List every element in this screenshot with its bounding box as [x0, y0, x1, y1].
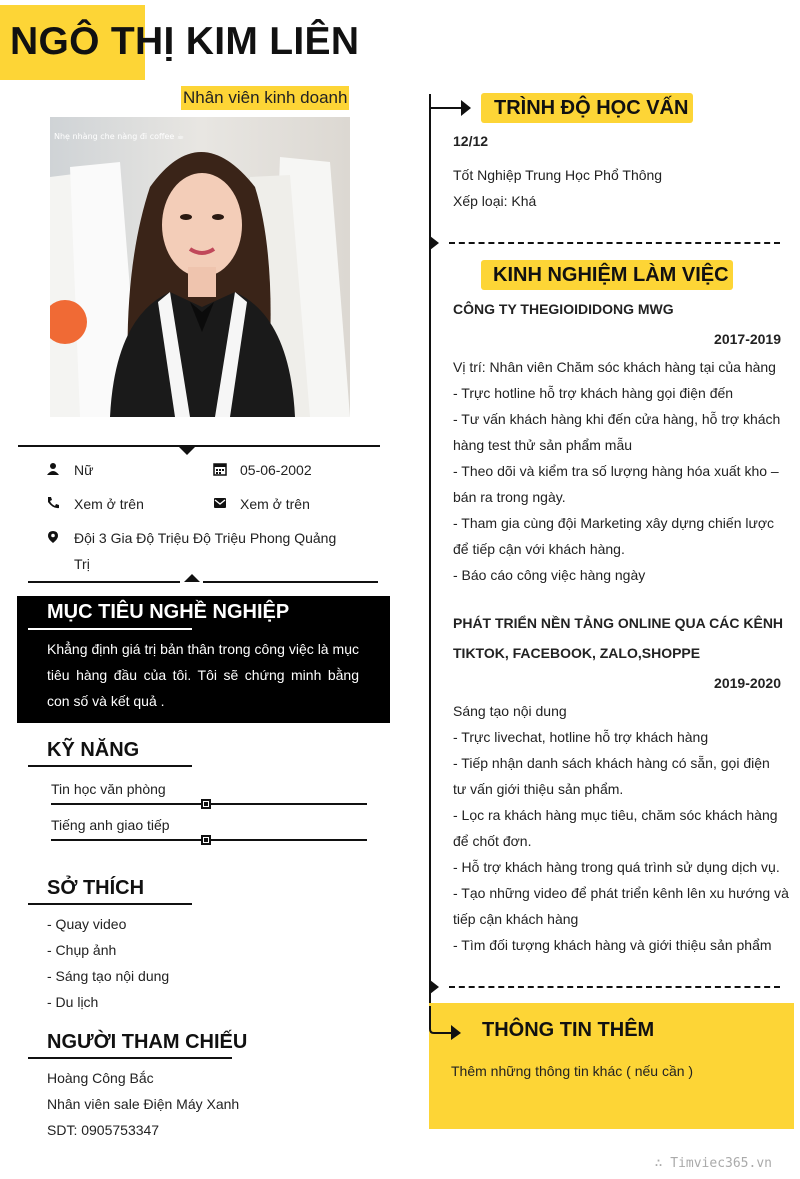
job-company: TIKTOK, FACEBOOK, ZALO,SHOPPE	[453, 645, 701, 661]
extra-info-title: THÔNG TIN THÊM	[482, 1019, 655, 1041]
skill-level-knob	[201, 799, 211, 809]
gender-text: Nữ	[74, 462, 94, 478]
timeline-line	[429, 94, 431, 1034]
objective-title: MỤC TIÊU NGHỀ NGHIỆP	[47, 601, 290, 623]
skill-label: Tiếng anh giao tiếp	[51, 817, 170, 833]
job-period: 2017-2019	[714, 331, 781, 347]
job-period: 2019-2020	[714, 675, 781, 691]
experience-title: KINH NGHIỆM LÀM VIỆC	[493, 264, 729, 286]
job-line: - Tìm đối tượng khách hàng và giới thiệu sản phẩm	[453, 937, 772, 953]
job-line: hàng test thử sản phẩm mẫu	[453, 437, 633, 453]
job-line: - Tiếp nhận danh sách khách hàng có sẵn, gọi điện	[453, 755, 770, 771]
job-line: - Trực livechat, hotline hỗ trợ khách hàng	[453, 729, 709, 745]
hobby-item: - Quay video	[47, 916, 127, 932]
job-line: - Lọc ra khách hàng mục tiêu, chăm sóc khách hàng	[453, 807, 778, 823]
skill-label: Tin học văn phòng	[51, 781, 166, 797]
brand-watermark: ∴ Timviec365.vn	[654, 1156, 772, 1171]
job-line: Sáng tạo nội dung	[453, 703, 567, 719]
job-company: CÔNG TY THEGIOIDIDONG MWG	[453, 301, 674, 317]
skill-level-knob	[201, 835, 211, 845]
job-line: - Tham gia cùng đội Marketing xây dựng chiến lược	[453, 515, 775, 531]
hobby-item: - Sáng tạo nội dung	[47, 968, 170, 984]
job-line: - Tạo những video để phát triển kênh lên xu hướng và	[453, 885, 789, 901]
location-pin-icon	[46, 530, 60, 544]
divider-arrow-down	[179, 447, 195, 455]
section-divider	[449, 986, 780, 988]
skills-title: KỸ NĂNG	[47, 739, 140, 761]
education-grade: 12/12	[453, 133, 489, 149]
hobby-item: - Chụp ảnh	[47, 942, 117, 958]
skills-title-underline	[28, 765, 192, 767]
contact-divider-bottom-right	[203, 581, 378, 583]
job-line: tiếp cận khách hàng	[453, 911, 579, 927]
objective-title-underline	[28, 628, 192, 630]
phone-text: Xem ở trên	[74, 496, 144, 512]
education-title: TRÌNH ĐỘ HỌC VẤN	[494, 97, 689, 119]
candidate-name: NGÔ THỊ KIM LIÊN	[10, 20, 360, 63]
references-title: NGƯỜI THAM CHIẾU	[47, 1031, 248, 1053]
divider-arrow-up	[184, 574, 200, 582]
arrow-right-icon	[429, 1005, 463, 1041]
job-line: - Tư vấn khách hàng khi đến cửa hàng, hỗ trợ khách	[453, 411, 781, 427]
job-title: Nhân viên kinh doanh	[181, 86, 349, 110]
job-line: tư vấn giới thiệu sản phẩm.	[453, 781, 624, 797]
job-line: - Theo dõi và kiểm tra số lượng hàng hóa xuất kho –	[453, 463, 779, 479]
user-icon	[46, 462, 60, 476]
reference-role: Nhân viên sale Điện Máy Xanh	[47, 1096, 240, 1112]
job-line: để chốt đơn.	[453, 833, 532, 849]
references-title-underline	[28, 1057, 232, 1059]
reference-phone: SDT: 0905753347	[47, 1122, 160, 1138]
hobby-item: - Du lịch	[47, 994, 99, 1010]
objective-text: Khẳng định giá trị bản thân trong công việc là mục tiêu hàng đầu của tôi. Tôi sẽ chứng minh bằng con số và kết quả .	[47, 641, 359, 709]
birthday-text: 05-06-2002	[240, 462, 312, 478]
job-line: - Trực hotline hỗ trợ khách hàng gọi điện đến	[453, 385, 734, 401]
section-arrow	[430, 236, 439, 250]
photo-caption: Nhẹ nhàng che nàng đi coffee ☕	[54, 132, 185, 141]
profile-photo	[50, 117, 350, 417]
education-school: Tốt Nghiệp Trung Học Phổ Thông	[453, 167, 663, 183]
job-line: - Hỗ trợ khách hàng trong quá trình sử dụng dịch vụ.	[453, 859, 780, 875]
mail-icon	[213, 496, 227, 510]
arrow-right-icon	[429, 96, 473, 122]
reference-name: Hoàng Công Bắc	[47, 1070, 154, 1086]
job-line: - Báo cáo công việc hàng ngày	[453, 567, 646, 583]
contact-divider-bottom-left	[28, 581, 180, 583]
hobbies-title-underline	[28, 903, 192, 905]
phone-icon	[46, 496, 60, 510]
job-line: bán ra trong ngày.	[453, 489, 566, 505]
job-company: PHÁT TRIỂN NỀN TẢNG ONLINE QUA CÁC KÊNH	[453, 615, 784, 631]
calendar-icon	[213, 462, 227, 476]
job-line: Vị trí: Nhân viên Chăm sóc khách hàng tại của hàng	[453, 359, 776, 375]
section-divider	[449, 242, 780, 244]
contact-divider-top	[18, 445, 380, 447]
address-text: Đội 3 Gia Độ Triệu Độ Triệu Phong Quảng Trị	[74, 530, 337, 572]
education-rank: Xếp loại: Khá	[453, 193, 537, 209]
extra-info-text: Thêm những thông tin khác ( nếu cần )	[451, 1063, 694, 1079]
section-arrow	[430, 980, 439, 994]
job-line: để tiếp cận với khách hàng.	[453, 541, 625, 557]
email-text: Xem ở trên	[240, 496, 310, 512]
hobbies-title: SỞ THÍCH	[47, 877, 145, 899]
